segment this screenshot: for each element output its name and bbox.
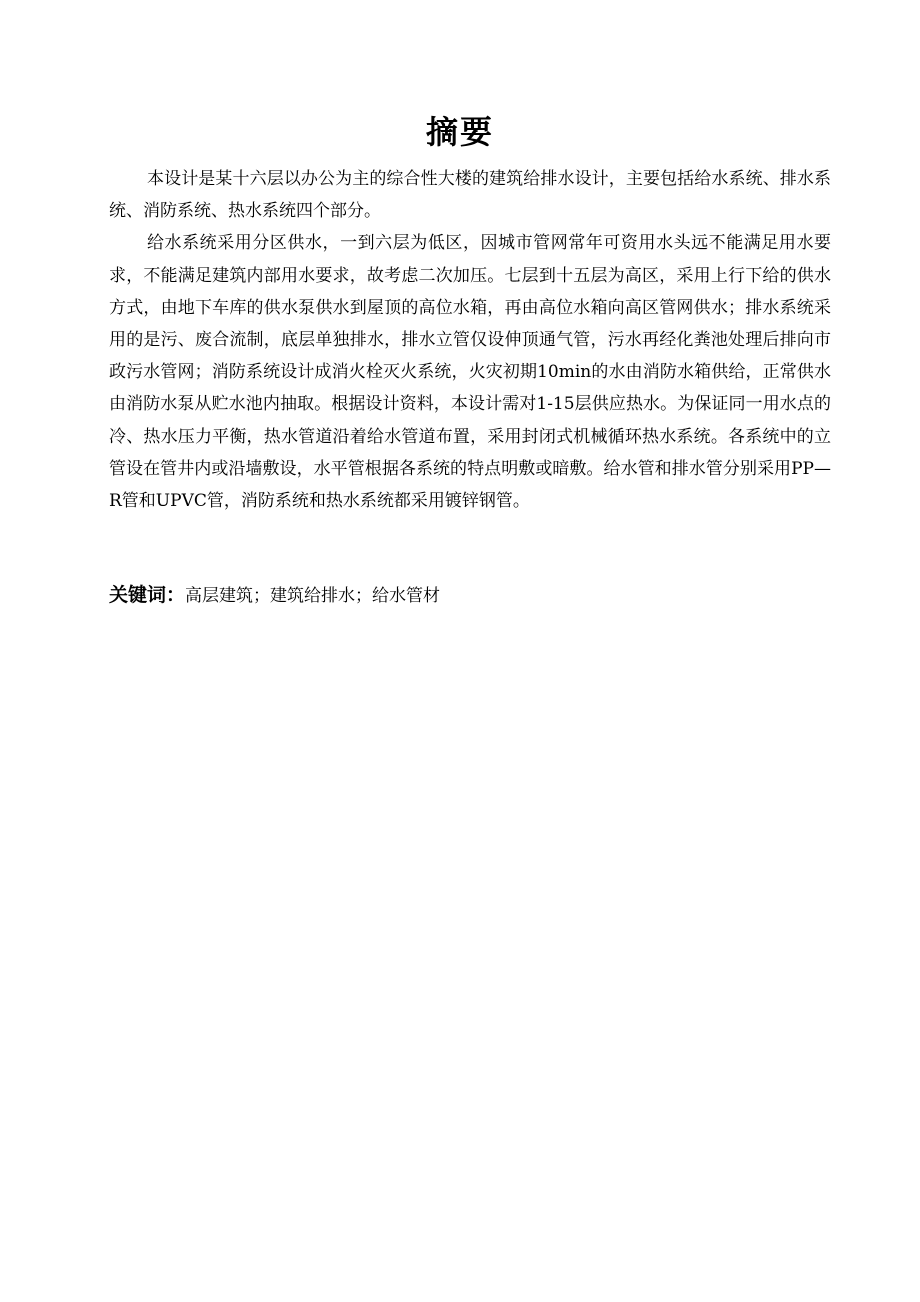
keywords-text: 高层建筑；建筑给排水；给水管材 — [185, 586, 441, 606]
keywords-line — [109, 580, 831, 611]
abstract-body — [109, 163, 831, 517]
abstract-paragraph-1: 本设计是某十六层以办公为主的综合性大楼的建筑给排水设计，主要包括给水系统、排水系统、消防系统、热水系统四个部分。 — [109, 169, 831, 222]
keywords-label: 关键词： — [109, 584, 186, 606]
abstract-paragraph-2: 给水系统采用分区供水，一到六层为低区，因城市管网常年可资用水头远不能满足用水要求，不能满足建筑内部用水要求，故考虑二次加压。七层到十五层为高区，采用上行下给的供水方式，由地下车库的供水泵供水到屋顶的高位水箱，再由高位水箱向高区管网供水；排水系统采用的是污、废合流制，底层单独排水，排水立管仅设伸顶通气管，污水再经化粪池处理后排向市政污水管网；消防系统设计成消火栓灭火系统，火灾初期10min的水由消防水箱供给，正常供水由消防水泵从贮水池内抽取。根据设计资料，本设计需对1-15层供应热水。为保证同一用水点的冷、热水压力平衡，热水管道沿着给水管道布置，采用封闭式机械循环热水系统。各系统中的立管设在管井内或沿墙敷设，水平管根据各系统的特点明敷或暗敷。给水管和排水管分别采用PP—R管和UPVC管，消防系统和热水系统都采用镀锌钢管。 — [109, 233, 831, 512]
page-title: 摘要 — [425, 113, 494, 151]
